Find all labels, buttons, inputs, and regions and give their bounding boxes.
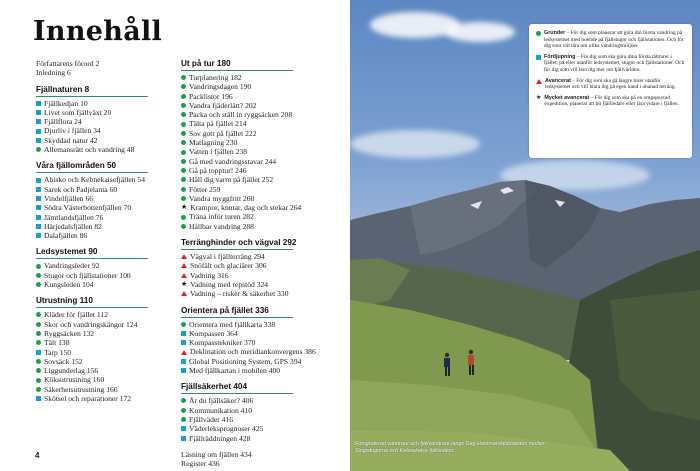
toc-entry xyxy=(181,203,341,212)
photo-page xyxy=(350,0,700,471)
circle-icon xyxy=(36,340,41,345)
star-icon: ★ xyxy=(181,280,188,289)
toc-section xyxy=(36,247,176,289)
circle-icon xyxy=(181,168,186,173)
square-icon xyxy=(181,426,186,431)
triangle-icon xyxy=(181,254,187,259)
entry-text: Med fjällkartan i mobilen 400 xyxy=(189,366,281,376)
section-title: Våra fjällområden 50 xyxy=(36,161,117,171)
toc-entry xyxy=(36,99,176,108)
entry-text: Skötsel och reparationer 172 xyxy=(44,394,132,404)
square-icon xyxy=(36,119,41,124)
entry-text: Södra Västerbottenfjällen 70 xyxy=(44,203,132,213)
entry-text: Fjällflora 24 xyxy=(44,117,82,127)
legend-description: – För dig som ska på en omgspoytad expedition, planerar att bli fjällledare eller lära vidare i fjällen. xyxy=(544,94,679,108)
photo-caption: Fotograferad vandrare och fjällvandrare längs Dag Hammarskjöldsleden mellan Singistugorna och Kebnekaise fjällstation. xyxy=(355,441,545,454)
entry-text: Deklination och meridiankonvergens 386 xyxy=(190,347,316,357)
toc-section xyxy=(36,161,176,240)
square-icon xyxy=(36,110,41,115)
entry-text: Liggunderlag 156 xyxy=(44,366,99,376)
circle-icon xyxy=(181,408,186,413)
circle-icon xyxy=(36,322,41,327)
entry-text: Dalafjällen 86 xyxy=(44,231,88,241)
circle-icon xyxy=(36,378,41,383)
toc-entry xyxy=(36,271,176,280)
square-icon xyxy=(36,233,41,238)
square-icon xyxy=(536,55,541,60)
toc-entry xyxy=(36,185,176,194)
page-number: 4 xyxy=(35,451,40,460)
toc-entry xyxy=(36,394,176,403)
entry-text: Tarp 150 xyxy=(44,347,72,357)
section-rule xyxy=(181,317,293,318)
section-rule xyxy=(181,70,293,71)
toc-entry xyxy=(36,203,176,212)
entry-text: Matlagning 230 xyxy=(189,138,238,148)
entry-text: Krampor, knutar, dag och stekar 264 xyxy=(190,203,302,213)
circle-icon xyxy=(181,122,186,127)
toc-entry xyxy=(181,222,341,231)
circle-icon xyxy=(181,112,186,117)
entry-text: Sov gott på fjället 222 xyxy=(189,128,257,138)
circle-icon xyxy=(181,84,186,89)
section-title: Ut på tur 180 xyxy=(181,59,231,68)
section-rule xyxy=(36,258,148,259)
section-rule xyxy=(181,393,293,394)
toc-entry xyxy=(181,289,341,298)
toc-section xyxy=(181,306,341,376)
entry-text: Hållbar vandring 288 xyxy=(189,221,254,231)
entry-text: Ryggsäcken 132 xyxy=(44,328,95,338)
legend-entry xyxy=(536,78,685,91)
square-icon xyxy=(36,178,41,183)
entry-text: Djurliv i fjällen 34 xyxy=(44,126,101,136)
entry-text: Härjedalsfjällen 82 xyxy=(44,221,102,231)
toc-section xyxy=(181,382,341,442)
toc-entry xyxy=(181,157,341,166)
legend-label: Grunder xyxy=(544,30,566,36)
toc-entry xyxy=(36,126,176,135)
toc-entry xyxy=(36,145,176,154)
triangle-icon xyxy=(181,263,187,268)
circle-icon xyxy=(181,398,186,403)
toc-entry xyxy=(181,271,341,280)
toc-column-left xyxy=(36,59,176,403)
toc-entry xyxy=(181,82,341,91)
legend-entry xyxy=(536,54,685,74)
section-rule xyxy=(36,307,148,308)
toc-entry xyxy=(36,261,176,270)
circle-icon xyxy=(181,322,186,327)
toc-entry xyxy=(181,415,341,424)
circle-icon xyxy=(36,387,41,392)
entry-text: Vadning – risker & säkerhet 330 xyxy=(190,289,289,299)
square-icon xyxy=(36,396,41,401)
star-icon: ★ xyxy=(536,94,542,101)
difficulty-legend xyxy=(529,24,692,158)
entry-text: Vägval i fjällterräng 294 xyxy=(190,252,265,262)
entry-text: Kompassen 364 xyxy=(189,328,238,338)
toc-entry xyxy=(181,338,341,347)
toc-entry xyxy=(181,194,341,203)
circle-icon xyxy=(181,159,186,164)
toc-entry xyxy=(181,252,341,261)
entry-text: Köksutrustning 160 xyxy=(44,375,105,385)
triangle-icon xyxy=(181,350,187,355)
page-title: Innehåll xyxy=(33,16,163,47)
circle-icon xyxy=(181,103,186,108)
legend-text xyxy=(545,78,685,91)
toc-entry xyxy=(181,212,341,221)
entry-text: Packa och ställ in ryggsäcken 208 xyxy=(189,110,293,120)
entry-text: Allemansrätt och vandring 48 xyxy=(44,145,135,155)
section-title: Fjällsäkerhet 404 xyxy=(181,382,247,392)
toc-entry xyxy=(36,310,176,319)
entry-text: Livet som fjällväxt 20 xyxy=(44,107,112,117)
entry-text: Jämtlandsfjällen 76 xyxy=(44,212,104,222)
entry-text: Träna inför turen 282 xyxy=(189,212,254,222)
circle-icon xyxy=(36,331,41,336)
toc-entry xyxy=(181,185,341,194)
toc-entry xyxy=(36,375,176,384)
toc-entry xyxy=(181,92,341,101)
square-icon xyxy=(36,215,41,220)
toc-entry xyxy=(181,434,341,443)
toc-entry xyxy=(181,396,341,405)
section-title: Fjällnaturen 8 xyxy=(36,84,90,94)
toc-entry xyxy=(181,261,341,270)
entry-text: Packlistor 196 xyxy=(189,91,233,101)
circle-icon xyxy=(181,94,186,99)
entry-text: Fjällkedjan 10 xyxy=(44,98,88,108)
circle-icon xyxy=(181,75,186,80)
entry-text: Kläder för fjället 112 xyxy=(44,310,109,320)
entry-text: Vadning 316 xyxy=(190,270,229,280)
toc-entry xyxy=(181,138,341,147)
toc-entry xyxy=(181,320,341,329)
circle-icon xyxy=(181,177,186,182)
square-icon xyxy=(36,138,41,143)
legend-label: Avancerat xyxy=(545,77,571,84)
toc-entry xyxy=(36,320,176,329)
toc-section xyxy=(36,85,176,155)
square-icon xyxy=(181,368,186,373)
circle-icon xyxy=(536,31,541,36)
entry-text: Vandra fjäderlätt? 202 xyxy=(189,100,257,110)
toc-section xyxy=(181,59,341,231)
toc-entry xyxy=(181,73,341,82)
square-icon xyxy=(181,436,186,441)
circle-icon xyxy=(181,224,186,229)
entry-text: Global Positioning System, GPS 394 xyxy=(189,356,302,366)
circle-icon xyxy=(36,147,41,152)
toc-entry xyxy=(181,129,341,138)
toc-entry xyxy=(36,175,176,184)
circle-icon xyxy=(36,312,41,317)
toc-entry xyxy=(181,424,341,433)
toc-entry xyxy=(181,366,341,375)
section-title: Ledsystemet 90 xyxy=(36,247,98,257)
entry-text: Vandra myggfritt 260 xyxy=(189,193,255,203)
entry-text: Sarek och Padjelanta 60 xyxy=(44,184,118,194)
entry-text: Tält 138 xyxy=(44,338,70,348)
entry-text: Abisko och Kebnekaisefjällen 54 xyxy=(44,175,146,185)
section-rule xyxy=(181,249,293,250)
entry-text: Kungsleden 104 xyxy=(44,280,94,290)
toc-entry xyxy=(36,117,176,126)
entry-text: Vindelfjällen 66 xyxy=(44,193,94,203)
star-icon: ★ xyxy=(181,203,188,212)
toc-entry xyxy=(36,194,176,203)
toc-entry xyxy=(36,222,176,231)
toc-entry xyxy=(36,385,176,394)
legend-description: – För dig som ska gå längre turer utanför ledsystemet och vill klara dig på egen hand i obanad terräng. xyxy=(545,77,676,91)
entry-text: Fjällräddningen 428 xyxy=(189,433,251,443)
entry-text: Vadning med repstöd 324 xyxy=(190,279,269,289)
triangle-icon xyxy=(181,291,187,296)
toc-entry xyxy=(181,110,341,119)
entry-text: Väderleksprognoser 425 xyxy=(189,424,264,434)
toc-entry xyxy=(181,357,341,366)
entry-text: Fjällväder 416 xyxy=(189,414,234,424)
toc-entry xyxy=(36,357,176,366)
entry-text: Fötter 259 xyxy=(189,184,221,194)
circle-icon xyxy=(181,215,186,220)
entry-text: Gå på topptur! 246 xyxy=(189,165,247,175)
square-icon xyxy=(36,224,41,229)
toc-entry xyxy=(36,108,176,117)
entry-text: Kompasstekniker 370 xyxy=(189,338,256,348)
legend-entry xyxy=(536,95,685,108)
circle-icon xyxy=(181,417,186,422)
legend-description: – För dig som planerar att göra din första vandring på ledsystemet med boende på fjällstugor och fjällstationer. Och för dig som vill lära om olika vandringsmiljöer. xyxy=(544,30,684,50)
entry-text: Snöfält och glaciärer 306 xyxy=(190,261,267,271)
legend-description: – För dig som ska göra dina första tältturer i fjället, på eller utanför ledsystemet, stugor och fjällstationer. Och för dig som vill lära dig mer om fjällvärlden. xyxy=(544,53,685,73)
entry-text: Turplanering 182 xyxy=(189,73,242,82)
circle-icon xyxy=(181,150,186,155)
toc-entry: Register 436 xyxy=(181,459,220,469)
square-icon xyxy=(181,331,186,336)
circle-icon xyxy=(36,368,41,373)
toc-entry xyxy=(181,329,341,338)
section-rule xyxy=(36,96,148,97)
circle-icon xyxy=(181,196,186,201)
entry-text: Gå med vandringsstavar 244 xyxy=(189,156,277,166)
square-icon xyxy=(36,101,41,106)
circle-icon xyxy=(36,282,41,287)
toc-entry xyxy=(36,329,176,338)
circle-icon xyxy=(36,359,41,364)
toc-entry xyxy=(36,338,176,347)
entry-text: Orientera med fjällkarta 338 xyxy=(189,319,276,329)
toc-entry xyxy=(36,136,176,145)
toc-entry xyxy=(36,366,176,375)
entry-text: Stugor och fjällstationer 100 xyxy=(44,270,131,280)
legend-text xyxy=(544,54,685,74)
entry-text: Tälta på fjället 214 xyxy=(189,119,247,129)
square-icon xyxy=(36,129,41,134)
toc-entry xyxy=(181,101,341,110)
toc-section xyxy=(181,238,341,298)
toc-entry xyxy=(181,175,341,184)
entry-text: Håll dig varm på fjället 252 xyxy=(189,175,274,185)
toc-entry xyxy=(36,213,176,222)
legend-entry xyxy=(536,30,685,50)
toc-entry xyxy=(181,347,341,356)
legend-text xyxy=(544,95,685,108)
entry-text: Vatten i fjällen 238 xyxy=(189,147,247,157)
legend-label: Fördjupning xyxy=(544,53,576,60)
toc-entry xyxy=(181,119,341,128)
triangle-icon xyxy=(181,273,187,278)
entry-text: Vandringsdagen 190 xyxy=(189,82,252,92)
entry-text: Kommunikation 410 xyxy=(189,405,253,415)
square-icon xyxy=(181,340,186,345)
square-icon xyxy=(36,350,41,355)
circle-icon xyxy=(181,140,186,145)
entry-text: Sovsäck 152 xyxy=(44,356,83,366)
section-rule xyxy=(36,172,148,173)
toc-entry xyxy=(181,406,341,415)
entry-text: Vandringsleder 92 xyxy=(44,261,100,271)
section-title: Terränghinder och vägval 292 xyxy=(181,238,297,248)
entry-text: Säkerhetsutrustning 166 xyxy=(44,384,118,394)
square-icon xyxy=(36,205,41,210)
toc-entry: Inledning 6 xyxy=(36,68,71,78)
square-icon xyxy=(36,187,41,192)
toc-entry xyxy=(181,280,341,289)
toc-entry xyxy=(36,348,176,357)
circle-icon xyxy=(181,131,186,136)
toc-entry xyxy=(36,280,176,289)
circle-icon xyxy=(36,264,41,269)
circle-icon xyxy=(36,273,41,278)
square-icon xyxy=(181,359,186,364)
section-title: Orientera på fjället 336 xyxy=(181,305,269,315)
toc-section xyxy=(36,296,176,403)
legend-label: Mycket avancerat xyxy=(544,94,590,101)
circle-icon xyxy=(181,187,186,192)
triangle-icon xyxy=(536,79,542,84)
toc-entry: Läsning om fjällen 434 xyxy=(181,449,252,459)
entry-text: Skyddad natur 42 xyxy=(44,135,98,145)
toc-entry xyxy=(181,166,341,175)
toc-entry: Författarens förord 2 xyxy=(36,59,100,68)
toc-entry xyxy=(36,231,176,240)
entry-text: Skor och vandringskängor 124 xyxy=(44,319,138,329)
section-title: Utrustning 110 xyxy=(36,296,93,306)
entry-text: Är du fjällsäker? 406 xyxy=(189,396,254,406)
toc-column-right xyxy=(181,59,341,468)
square-icon xyxy=(36,196,41,201)
toc-entry xyxy=(181,147,341,156)
legend-text xyxy=(544,30,685,50)
